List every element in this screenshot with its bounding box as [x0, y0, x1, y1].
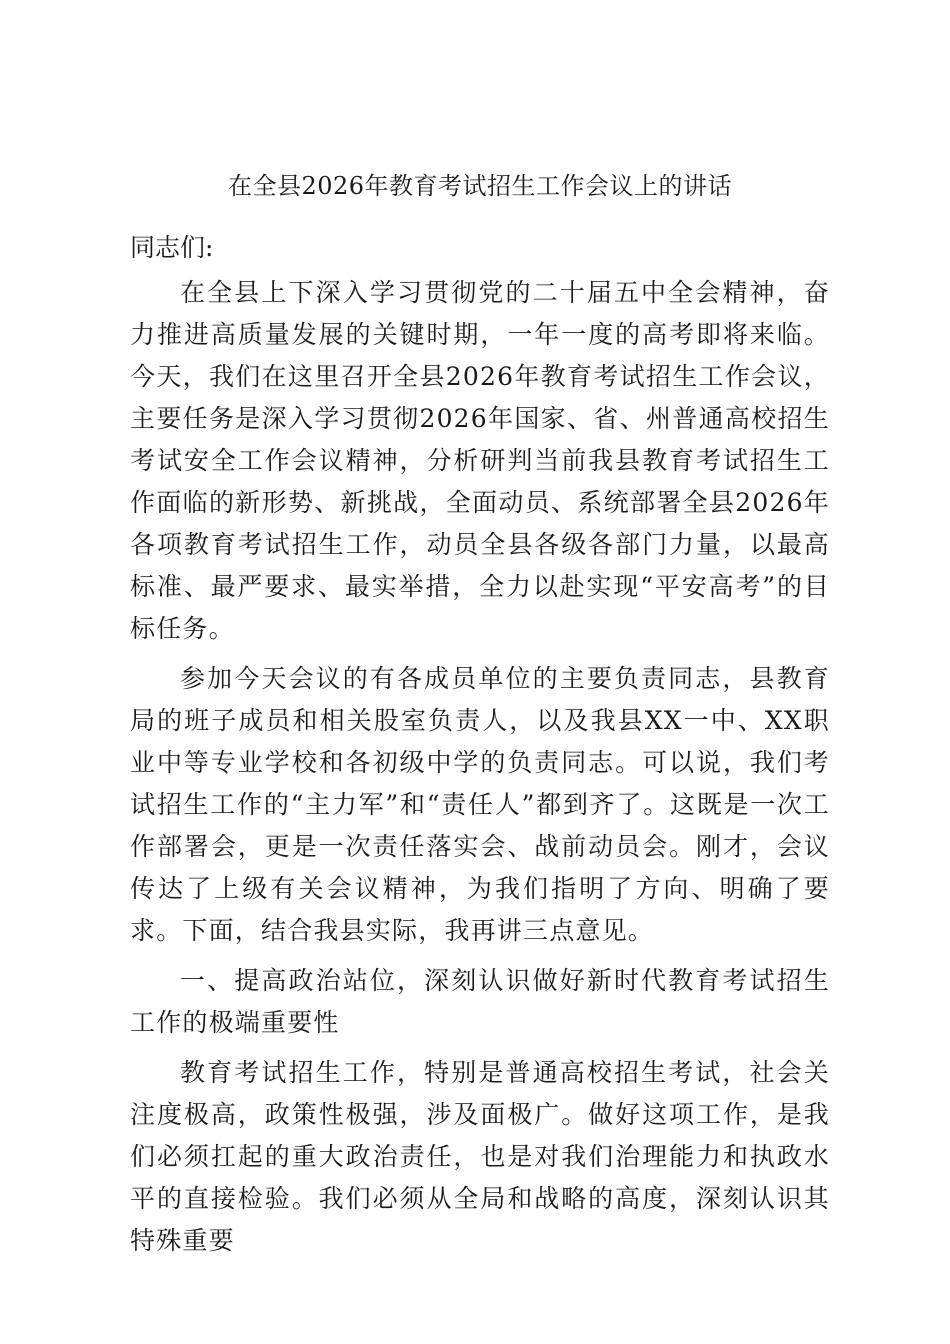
document-body: [130, 272, 830, 1270]
paragraph-section-1: 教育考试招生工作，特别是普通高校招生考试，社会关注度极高，政策性极强，涉及面极广。做好这项工作，是我们必须扛起的重大政治责任，也是对我们治理能力和执政水平的直接检验。我们必须从全局和战略的高度，深刻认识其特殊重要: [130, 1058, 830, 1255]
document-title: 在全县2026年教育考试招生工作会议上的讲话: [227, 172, 733, 200]
paragraph-intro: 在全县上下深入学习贯彻党的二十届五中全会精神，奋力推进高质量发展的关键时期，一年一度的高考即将来临。今天，我们在这里召开全县2026年教育考试招生工作会议，主要任务是深入学习贯彻2026年国家、省、州普通高校招生考试安全工作会议精神，分析研判当前我县教育考试招生工作面临的新形势、新挑战，全面动员、系统部署全县2026年各项教育考试招生工作，动员全县各级各部门力量，以最高标准、最严要求、最实举措，全力以赴实现“平安高考”的目标任务。: [130, 278, 830, 643]
section-heading-1: 一、提高政治站位，深刻认识做好新时代教育考试招生工作的极端重要性: [130, 966, 830, 1037]
salutation: 同志们:: [130, 233, 214, 262]
paragraph-attendees: 参加今天会议的有各成员单位的主要负责同志，县教育局的班子成员和相关股室负责人，以及我县XX一中、XX职业中等专业学校和各初级中学的负责同志。可以说，我们考试招生工作的“主力军”和“责任人”都到齐了。这既是一次工作部署会，更是一次责任落实会、战前动员会。刚才，会议传达了上级有关会议精神，为我们指明了方向、明确了要求。下面，结合我县实际，我再讲三点意见。: [130, 664, 830, 945]
